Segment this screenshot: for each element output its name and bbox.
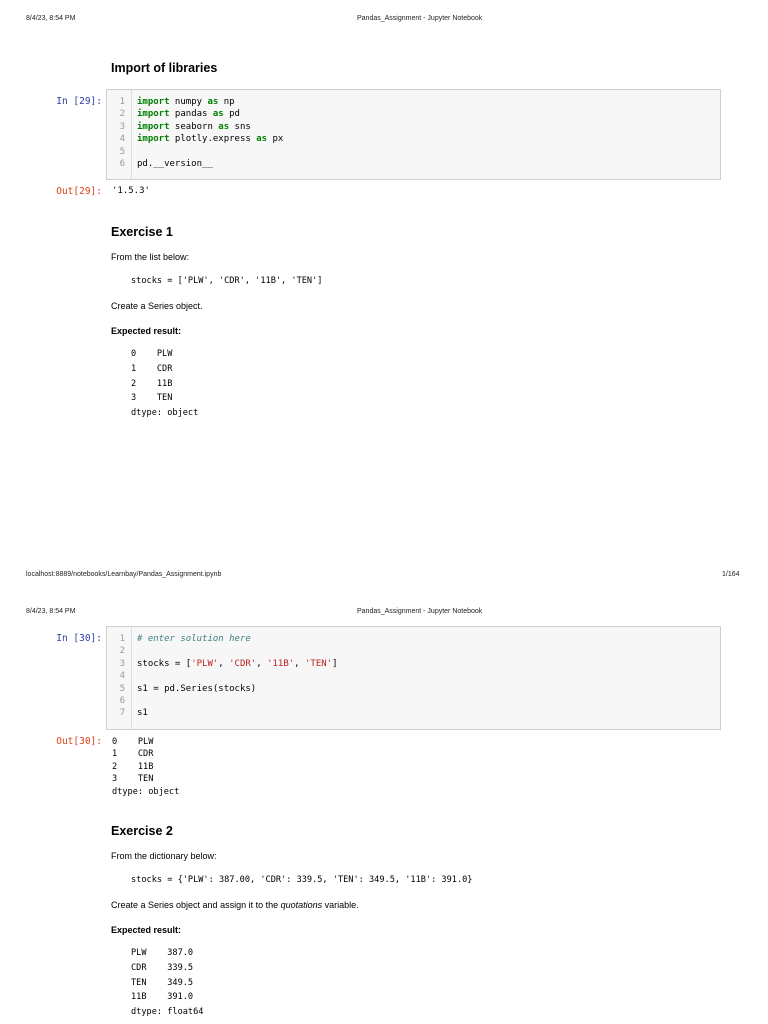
line-number-gutter	[107, 627, 132, 729]
expected-result-label: Expected result:	[111, 326, 182, 336]
module-name: plotly.express	[169, 134, 257, 145]
print-footer-url: localhost:8889/notebooks/Learnbay/Pandas_Assignment.ipynb	[26, 571, 222, 578]
string-literal: 'TEN'	[305, 658, 333, 669]
string-literal: 'CDR'	[229, 658, 257, 669]
exercise-1-expected-output: 0 PLW 1 CDR 2 11B 3 TEN dtype: object	[131, 349, 199, 419]
alias: pd	[223, 109, 240, 120]
string-literal: 'PLW'	[191, 658, 219, 669]
line-number: 4	[119, 671, 125, 682]
print-header-title: Pandas_Assignment - Jupyter Notebook	[357, 15, 483, 22]
heading-exercise-1: Exercise 1	[111, 225, 173, 239]
expected-result-label: Expected result:	[111, 925, 182, 935]
code-cell-30[interactable]	[106, 626, 721, 730]
keyword: as	[256, 134, 268, 145]
exercise-2-dict-code: stocks = {'PLW': 387.00, 'CDR': 339.5, 'TEN': 349.5, '11B': 391.0}	[131, 875, 473, 885]
line-number: 5	[119, 683, 125, 694]
string-literal: '11B'	[267, 658, 295, 669]
exercise-1-list-code: stocks = ['PLW', 'CDR', '11B', 'TEN']	[131, 276, 323, 286]
output-prompt-30: Out[30]:	[56, 736, 102, 747]
line-number: 2	[119, 109, 125, 120]
heading-import-libraries: Import of libraries	[111, 61, 218, 75]
code-line[interactable]	[137, 96, 235, 108]
code-line[interactable]	[137, 121, 251, 133]
code-line[interactable]: s1 = pd.Series(stocks)	[137, 683, 257, 694]
comma: ,	[294, 658, 305, 669]
heading-exercise-2: Exercise 2	[111, 824, 173, 838]
print-header-date: 8/4/23, 8:54 PM	[26, 608, 76, 615]
line-number: 3	[119, 658, 125, 669]
keyword: import	[137, 109, 170, 120]
task-text: variable.	[322, 900, 359, 910]
variable-name: quotations	[280, 900, 323, 910]
line-number-gutter	[107, 90, 132, 179]
line-number: 6	[119, 159, 125, 169]
exercise-2-task	[111, 900, 359, 910]
task-text: Create a Series object and assign it to the	[111, 900, 281, 910]
assignment: stocks = [	[137, 658, 192, 669]
code-comment[interactable]: # enter solution here	[137, 634, 251, 644]
keyword: as	[207, 97, 219, 107]
code-cell-29[interactable]	[106, 89, 721, 180]
keyword: import	[137, 121, 170, 132]
print-header-title: Pandas_Assignment - Jupyter Notebook	[357, 608, 483, 615]
comma: ,	[218, 658, 230, 669]
keyword: as	[212, 109, 224, 120]
code-line[interactable]	[137, 108, 240, 120]
line-number: 7	[119, 708, 125, 719]
print-header-date: 8/4/23, 8:54 PM	[26, 15, 76, 22]
exercise-1-intro: From the list below:	[111, 252, 190, 262]
line-number: 6	[119, 696, 125, 706]
output-value-29: '1.5.3'	[112, 186, 150, 196]
code-line[interactable]	[137, 133, 283, 145]
output-prompt-29: Out[29]:	[56, 186, 102, 197]
keyword: import	[137, 134, 170, 145]
line-number: 5	[119, 146, 125, 157]
line-number: 1	[119, 97, 125, 107]
line-number: 3	[119, 121, 125, 132]
code-line[interactable]	[137, 658, 338, 670]
alias: np	[218, 97, 235, 107]
output-value-30: 0 PLW 1 CDR 2 11B 3 TEN dtype: object	[112, 737, 180, 797]
module-name: pandas	[169, 109, 213, 120]
line-number: 2	[119, 646, 125, 657]
input-prompt-30: In [30]:	[56, 633, 102, 644]
print-footer-page: 1/164	[722, 571, 740, 578]
code-line[interactable]: s1	[137, 708, 148, 719]
line-number: 1	[119, 634, 125, 644]
bracket: ]	[332, 658, 338, 669]
module-name: seaborn	[169, 121, 219, 132]
keyword: import	[137, 97, 170, 107]
input-prompt-29: In [29]:	[56, 96, 102, 107]
line-number: 4	[119, 134, 125, 145]
alias: sns	[229, 121, 251, 132]
keyword: as	[218, 121, 230, 132]
code-line[interactable]: pd.__version__	[137, 159, 213, 169]
module-name: numpy	[169, 97, 208, 107]
exercise-2-intro: From the dictionary below:	[111, 851, 217, 861]
alias: px	[267, 134, 284, 145]
exercise-2-expected-output: PLW 387.0 CDR 339.5 TEN 349.5 11B 391.0 dtype: float64	[131, 948, 204, 1018]
exercise-1-task: Create a Series object.	[111, 301, 203, 311]
comma: ,	[256, 658, 268, 669]
